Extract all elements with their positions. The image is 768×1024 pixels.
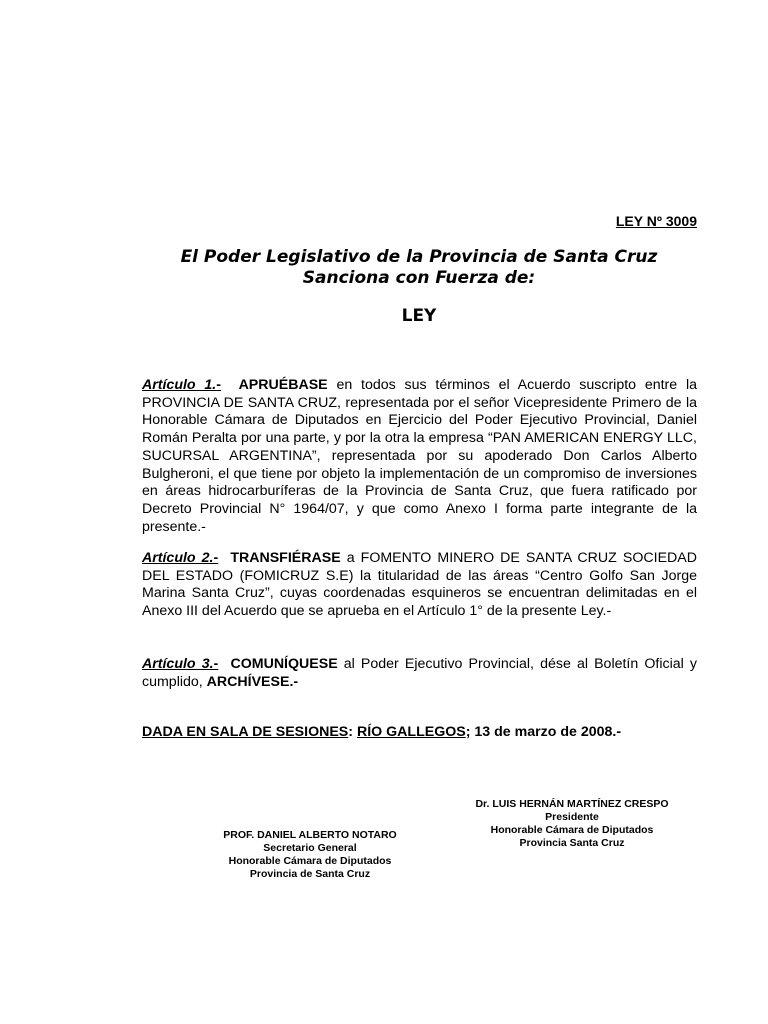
article-2-dash: -: [213, 550, 219, 566]
article-1-label: Artículo 1.: [142, 377, 217, 393]
article-2-label: Artículo 2.: [142, 550, 214, 566]
law-number: LEY Nº 3009: [615, 213, 697, 229]
dada-place: RÍO GALLEGOS: [356, 724, 466, 740]
article-2: [142, 550, 697, 621]
secretary-name: PROF. DANIEL ALBERTO NOTARO: [223, 829, 397, 841]
article-1-keyword: APRUÉBASE: [238, 377, 328, 393]
president-body: Honorable Cámara de Diputados: [490, 824, 654, 836]
dada-separator-1: :: [348, 724, 357, 740]
signature-secretary: [180, 829, 440, 881]
dada-prefix: DADA EN SALA DE SESIONES: [142, 724, 349, 740]
president-role: Presidente: [545, 811, 599, 823]
article-3: [142, 656, 697, 691]
article-1-text: en todos sus términos el Acuerdo suscripto entre la PROVINCIA DE SANTA CRUZ, representada por el señor Vicepresidente Primero de la Honorable Cámara de Diputados en Ejercicio del Poder Ejecutivo Provincial, Daniel Román Peralta por una parte, y por la otra la empresa “PAN AMERICAN ENERGY LLC, SUCURSAL ARGENTINA”, representada por su apoderado Don Carlos Alberto Bulgheroni, el que tiene por objeto la implementación de un compromiso de inversiones en áreas hidrocarburíferas de la Provincia de Santa Cruz, que fuera ratificado por Decreto Provincial N° 1964/07, y que como Anexo I forma parte integrante de la presente.-: [142, 377, 698, 535]
president-name: Dr. LUIS HERNÁN MARTÍNEZ CRESPO: [475, 798, 669, 810]
president-province: Provincia Santa Cruz: [519, 837, 625, 849]
document-heading: [0, 247, 768, 289]
heading-line-1: El Poder Legislativo de la Provincia de Santa Cruz: [180, 247, 658, 267]
article-3-closing: ARCHÍVESE.-: [206, 673, 299, 690]
ley-title: LEY: [401, 306, 437, 326]
article-2-text: a FOMENTO MINERO DE SANTA CRUZ SOCIEDAD DEL ESTADO (FOMICRUZ S.E) la titularidad de las áreas “Centro Golfo San Jorge Marina Santa Cruz”, cuyas coordenadas esquineros se encuentran delimitadas en el Anexo III del Acuerdo que se aprueba en el Artículo 1° de la presente Ley.-: [142, 550, 697, 620]
article-3-text: al Poder Ejecutivo Provincial, dése al Boletín Oficial y cumplido,: [142, 656, 697, 690]
secretary-body: Honorable Cámara de Diputados: [228, 855, 392, 867]
article-3-keyword: COMUNÍQUESE: [230, 656, 338, 672]
article-2-keyword: TRANSFIÉRASE: [230, 550, 341, 566]
dada-date: 13 de marzo de 2008.-: [474, 724, 622, 740]
signature-president: [442, 798, 702, 850]
secretary-role: Secretario General: [263, 842, 357, 854]
article-3-label: Artículo 3.: [142, 656, 214, 672]
dada-en-sala: [142, 724, 621, 740]
article-1: [142, 377, 697, 536]
article-1-dash: -: [216, 377, 221, 393]
secretary-province: Provincia de Santa Cruz: [249, 868, 371, 880]
article-3-dash: -: [213, 656, 219, 672]
dada-separator-2: ;: [465, 724, 475, 740]
heading-line-2: Sanciona con Fuerza de:: [302, 268, 536, 288]
